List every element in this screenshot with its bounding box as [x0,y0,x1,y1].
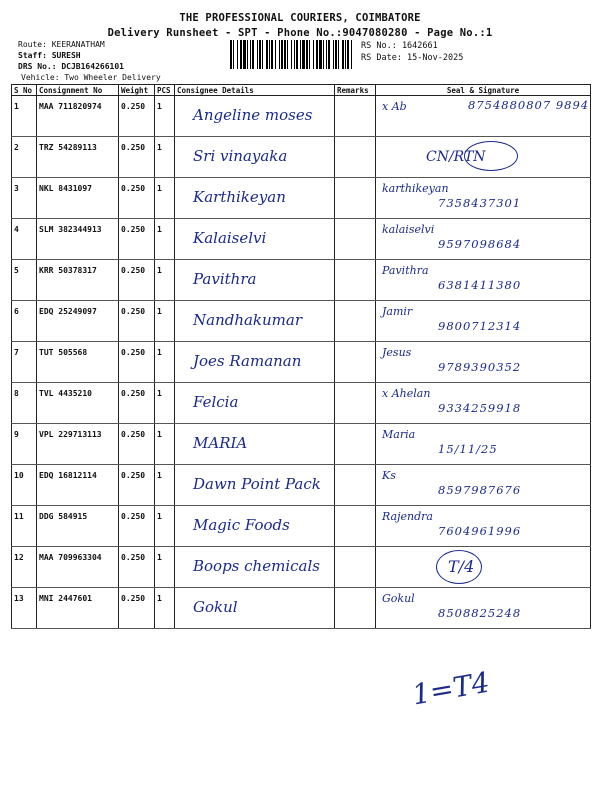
weight-cell-text: 0.250 [121,143,146,152]
pcs-cell [155,588,175,629]
consignment-cell [37,178,119,219]
pcs-cell-text: 1 [157,389,162,398]
sno-cell [12,383,37,424]
table-row [12,506,591,547]
consignment-cell-text: TRZ 54289113 [39,143,97,152]
pcs-cell-text: 1 [157,143,162,152]
weight-cell-text: 0.250 [121,102,146,111]
sno-cell [12,301,37,342]
consignee-handwriting: Gokul [193,598,238,616]
sno-cell [12,137,37,178]
consignee-cell [175,588,335,629]
remarks-cell [335,424,376,465]
remarks-cell [335,96,376,137]
consignee-cell [175,342,335,383]
pcs-cell [155,383,175,424]
signature-handwriting: Ks [382,469,396,482]
consignee-cell [175,96,335,137]
signature-handwriting: CN/RTN [426,149,486,165]
weight-cell-text: 0.250 [121,225,146,234]
consignee-handwriting: Nandhakumar [193,311,303,329]
consignment-cell-text: NKL 8431097 [39,184,92,193]
signature-handwriting: Maria [382,428,416,441]
signature-handwriting: x Ahelan [382,387,431,400]
pcs-cell [155,301,175,342]
col-remarks: Remarks [335,85,376,96]
consignee-cell [175,137,335,178]
signature-cell [376,465,591,506]
consignee-handwriting: Joes Ramanan [193,352,302,370]
signature-cell [376,137,591,178]
col-pcs: PCS [155,85,175,96]
consignment-cell [37,301,119,342]
signature-cell [376,547,591,588]
table-row [12,424,591,465]
weight-cell [119,342,155,383]
consignee-handwriting: Pavithra [193,270,257,288]
consignment-cell-text: TVL 4435210 [39,389,92,398]
table-row [12,342,591,383]
consignment-cell-text: DDG 584915 [39,512,88,521]
consignee-handwriting: Sri vinayaka [193,147,288,165]
pcs-cell-text: 1 [157,184,162,193]
table-row [12,260,591,301]
signature-cell [376,178,591,219]
consignment-cell-text: MAA 711820974 [39,102,102,111]
consignee-handwriting: Angeline moses [193,106,313,124]
consignee-handwriting: Felcia [193,393,239,411]
sno-cell [12,96,37,137]
phone-handwriting: 8508825248 [438,606,522,620]
signature-handwriting: Pavithra [382,264,429,277]
sno-cell-text: 11 [14,512,24,521]
runsheet-subtitle: Delivery Runsheet - SPT - Phone No.:9047080280 - Page No.:1 [107,27,493,39]
weight-cell-text: 0.250 [121,553,146,562]
signature-handwriting: karthikeyan [382,182,449,195]
weight-cell [119,219,155,260]
pcs-cell [155,260,175,301]
consignment-cell [37,260,119,301]
sno-cell [12,506,37,547]
pcs-cell-text: 1 [157,348,162,357]
weight-cell [119,301,155,342]
consignee-handwriting: Kalaiselvi [193,229,267,247]
remarks-cell [335,301,376,342]
weight-cell-text: 0.250 [121,184,146,193]
signature-cell [376,260,591,301]
weight-cell [119,260,155,301]
drs-number: DRS No.: DCJB164266101 [18,62,124,71]
pcs-cell [155,342,175,383]
consignment-cell [37,588,119,629]
remarks-cell [335,383,376,424]
weight-cell-text: 0.250 [121,430,146,439]
consignment-cell-text: TUT 505568 [39,348,88,357]
table-row [12,219,591,260]
signature-handwriting: Rajendra [382,510,433,523]
weight-cell-text: 0.250 [121,389,146,398]
barcode [230,40,356,69]
weight-cell [119,506,155,547]
weight-cell-text: 0.250 [121,594,146,603]
weight-cell [119,96,155,137]
runsheet-table [11,84,591,629]
consignee-cell [175,383,335,424]
table-row [12,178,591,219]
pcs-cell-text: 1 [157,307,162,316]
consignment-cell-text: EDQ 16812114 [39,471,97,480]
signature-handwriting: Jesus [382,346,412,359]
company-title: THE PROFESSIONAL COURIERS, COIMBATORE [179,12,421,24]
sno-cell [12,465,37,506]
consignee-handwriting: Dawn Point Pack [193,475,321,493]
consignee-cell [175,547,335,588]
consignee-cell [175,424,335,465]
sno-cell-text: 9 [14,430,19,439]
consignment-cell [37,506,119,547]
weight-cell-text: 0.250 [121,471,146,480]
weight-cell [119,178,155,219]
consignment-cell [37,424,119,465]
rs-date: RS Date: 15-Nov-2025 [361,53,464,63]
rs-number: RS No.: 1642661 [361,41,438,51]
pcs-cell-text: 1 [157,430,162,439]
pcs-cell-text: 1 [157,266,162,275]
signature-handwriting: x Ab [382,100,407,113]
phone-handwriting: 7604961996 [438,524,522,538]
consignment-cell [37,137,119,178]
consignment-cell [37,96,119,137]
remarks-cell [335,260,376,301]
sno-cell [12,588,37,629]
consignment-cell-text: EDQ 25249097 [39,307,97,316]
phone-handwriting: 9800712314 [438,319,522,333]
pcs-cell [155,424,175,465]
signature-cell [376,301,591,342]
consignee-handwriting: Boops chemicals [193,557,320,575]
table-row [12,96,591,137]
pcs-cell [155,178,175,219]
consignment-cell [37,547,119,588]
remarks-cell [335,342,376,383]
consignment-cell-text: MNI 2447601 [39,594,92,603]
consignment-cell [37,465,119,506]
sno-cell [12,178,37,219]
staff-label: Staff: SURESH [18,51,81,60]
weight-cell-text: 0.250 [121,266,146,275]
remarks-cell [335,506,376,547]
rtn-circle [464,141,518,171]
consignment-cell [37,342,119,383]
weight-cell [119,588,155,629]
sno-cell [12,342,37,383]
table-row [12,465,591,506]
weight-cell [119,383,155,424]
consignment-cell [37,219,119,260]
weight-cell [119,424,155,465]
phone-handwriting: 6381411380 [438,278,522,292]
signature-cell [376,219,591,260]
col-consignment: Consignment No [37,85,119,96]
remarks-cell [335,465,376,506]
pcs-cell-text: 1 [157,512,162,521]
phone-handwriting: 9597098684 [438,237,522,251]
phone-handwriting: 7358437301 [438,196,522,210]
pcs-cell [155,137,175,178]
sno-cell-text: 7 [14,348,19,357]
table-row [12,137,591,178]
consignment-cell-text: SLM 382344913 [39,225,102,234]
signature-cell [376,424,591,465]
sno-cell-text: 12 [14,553,24,562]
sno-cell-text: 10 [14,471,24,480]
pcs-cell-text: 1 [157,471,162,480]
table-row [12,547,591,588]
pcs-cell-text: 1 [157,553,162,562]
pcs-cell-text: 1 [157,594,162,603]
pcs-cell [155,506,175,547]
col-signature: Seal & Signature [376,85,591,96]
sno-cell-text: 2 [14,143,19,152]
table-header-row [12,85,591,96]
sno-cell [12,260,37,301]
sno-cell-text: 3 [14,184,19,193]
consignee-cell [175,219,335,260]
rs-info [361,40,463,64]
signature-handwriting: Jamir [382,305,413,318]
weight-cell [119,547,155,588]
signature-handwriting: kalaiselvi [382,223,435,236]
pcs-cell [155,547,175,588]
signature-cell [376,342,591,383]
consignee-cell [175,465,335,506]
consignee-cell [175,301,335,342]
consignee-handwriting: Karthikeyan [193,188,286,206]
weight-cell-text: 0.250 [121,348,146,357]
weight-cell-text: 0.250 [121,307,146,316]
sno-cell-text: 8 [14,389,19,398]
sno-cell-text: 1 [14,102,19,111]
consignment-cell-text: KRR 50378317 [39,266,97,275]
signature-cell [376,96,591,137]
consignment-cell-text: VPL 229713113 [39,430,102,439]
remarks-cell [335,547,376,588]
signature-handwriting: Gokul [382,592,415,605]
signature-cell [376,588,591,629]
consignee-handwriting: Magic Foods [193,516,290,534]
handwritten-note: 1=T4 [409,665,493,712]
weight-cell [119,137,155,178]
sno-cell-text: 6 [14,307,19,316]
sno-cell [12,424,37,465]
phone-handwriting: 9789390352 [438,360,522,374]
consignment-cell [37,383,119,424]
phone-handwriting: 8597987676 [438,483,522,497]
col-weight: Weight [119,85,155,96]
consignee-cell [175,260,335,301]
sno-cell-text: 5 [14,266,19,275]
consignment-cell-text: MAA 709963304 [39,553,102,562]
weight-cell [119,465,155,506]
route-label: Route: KEERANATHAM [18,40,105,49]
signature-handwriting: T/4 [448,557,475,576]
table-row [12,588,591,629]
signature-cell [376,383,591,424]
consignee-handwriting: MARIA [193,434,248,452]
consignee-cell [175,506,335,547]
remarks-cell [335,219,376,260]
signature-cell [376,506,591,547]
pcs-cell-text: 1 [157,102,162,111]
pcs-cell-text: 1 [157,225,162,234]
pcs-cell [155,96,175,137]
table-row [12,383,591,424]
pcs-cell [155,465,175,506]
pcs-cell [155,219,175,260]
col-consignee: Consignee Details [175,85,335,96]
t4-circle [436,550,482,584]
sno-cell [12,547,37,588]
phone-handwriting: 15/11/25 [438,442,498,456]
remarks-cell [335,137,376,178]
col-sno: S No [12,85,37,96]
sno-cell-text: 4 [14,225,19,234]
vehicle-label: Vehicle: Two Wheeler Delivery [21,73,161,82]
sno-cell [12,219,37,260]
table-row [12,301,591,342]
consignee-cell [175,178,335,219]
phone-handwriting: 9334259918 [438,401,522,415]
weight-cell-text: 0.250 [121,512,146,521]
phone-handwriting: 8754880807 9894 [468,98,590,112]
remarks-cell [335,178,376,219]
remarks-cell [335,588,376,629]
sno-cell-text: 13 [14,594,24,603]
